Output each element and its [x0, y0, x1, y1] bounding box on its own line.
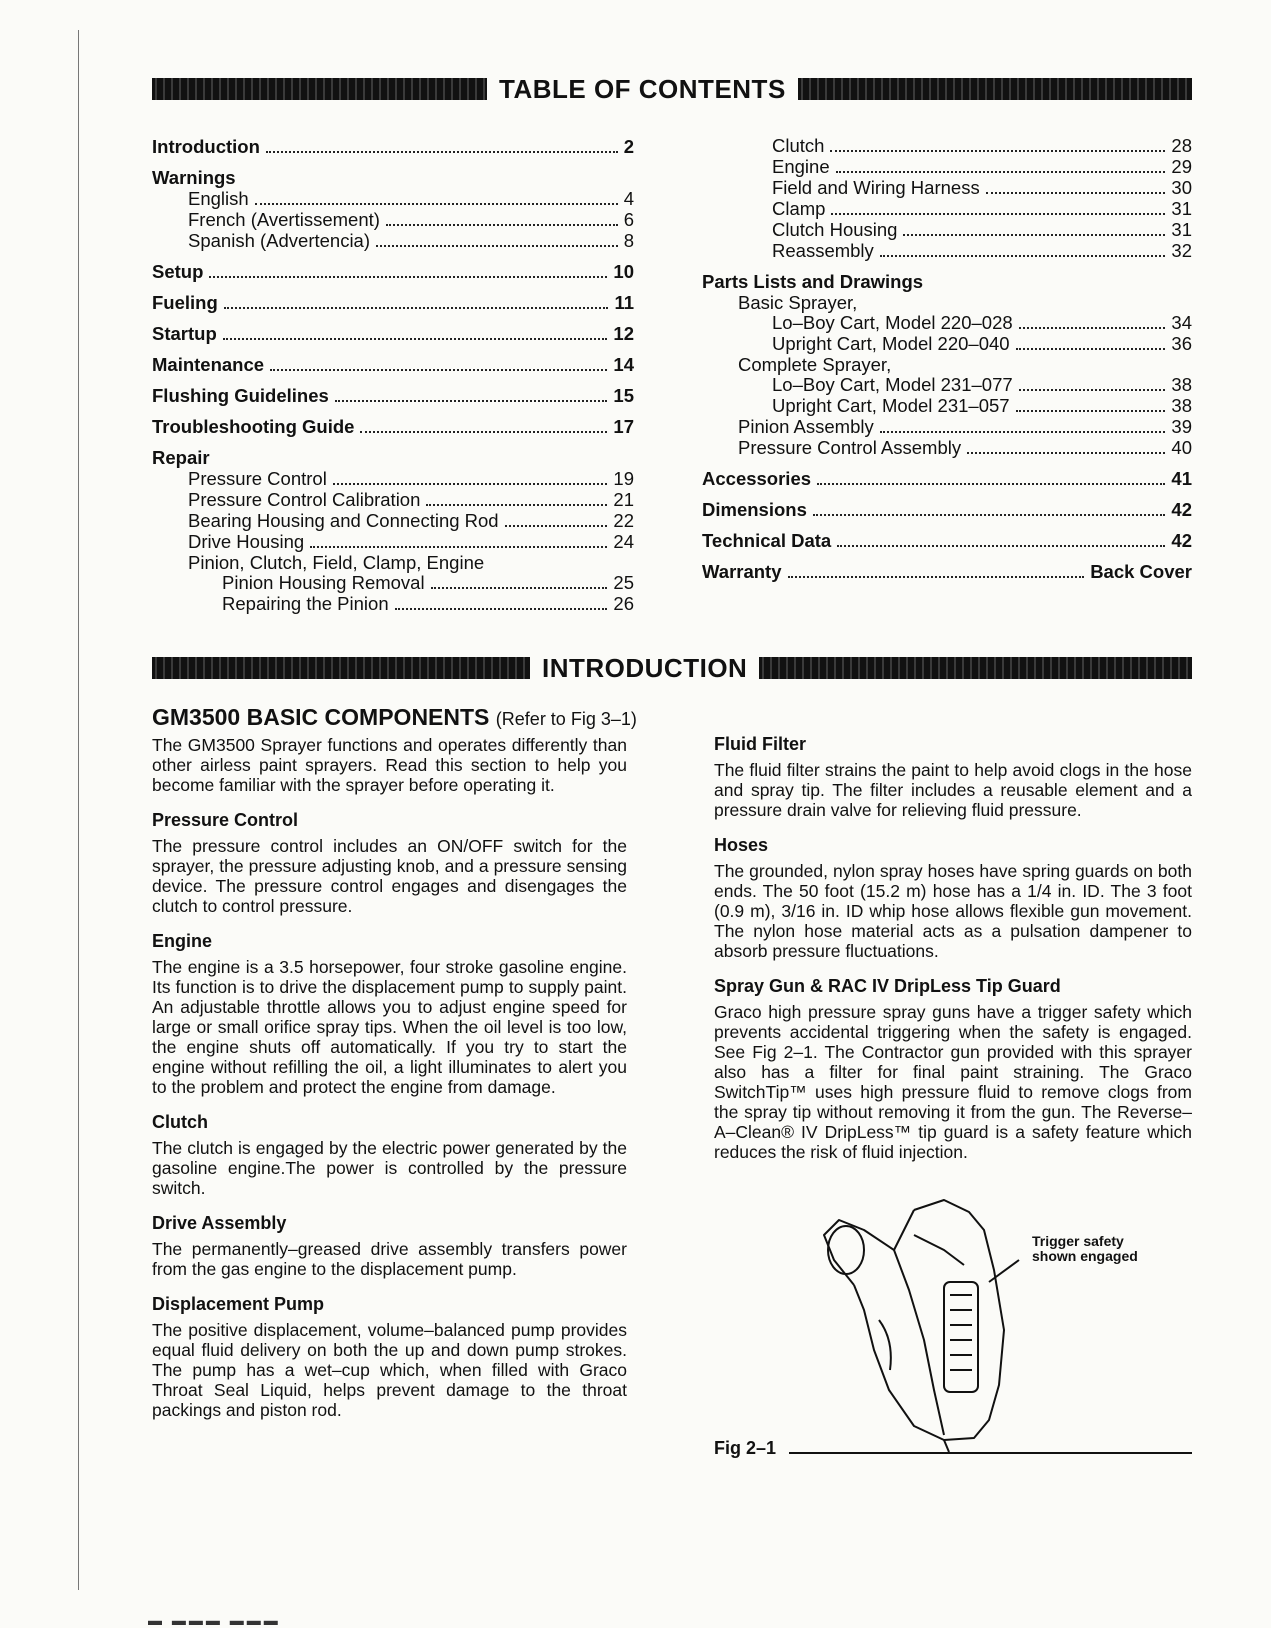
banner-bar-right — [759, 657, 1192, 679]
toc-entry-title: Reassembly — [772, 240, 874, 261]
section-paragraph: The positive displacement, volume–balanced pump provides equal fluid delivery on both the up and down pump strokes. The pump has a wet–cup which, when filled with Graco Throat Seal Liquid, helps prevent damage to the throat packings and piston rod. — [152, 1320, 627, 1420]
toc-entry-page: 21 — [613, 489, 634, 510]
toc-entry-title: Flushing Guidelines — [152, 385, 329, 406]
toc-title: TABLE OF CONTENTS — [499, 73, 786, 104]
toc-entry-page: 4 — [623, 188, 634, 209]
toc-leader-dots — [830, 150, 1165, 152]
toc-leader-dots — [386, 224, 618, 226]
toc-entry-title: Parts Lists and Drawings — [702, 271, 924, 292]
toc-entry-page: 22 — [613, 510, 634, 531]
toc-entry-page: 26 — [613, 593, 634, 614]
toc-entry — [152, 231, 634, 252]
section-heading: Fluid Filter — [714, 734, 806, 754]
toc-entry — [152, 490, 634, 511]
toc-entry-title: Pressure Control Assembly — [738, 437, 962, 458]
section-paragraph: Graco high pressure spray guns have a trigger safety which prevents accidental triggering when the safety is engaged. See Fig 2–1. The Contractor gun provided with this sprayer also has a filter for final paint straining. The Graco SwitchTip™ uses high pressure fluid to remove clogs from the spray tip without removing it from the gun. The Reverse–A–Clean® IV DripLess™ tip guard is a safety feature which reduces the risk of fluid injection. — [714, 1002, 1192, 1162]
toc-entry — [152, 292, 634, 314]
intro-left-column — [152, 704, 637, 1460]
toc-leader-dots — [836, 171, 1166, 173]
toc-entry — [152, 189, 634, 210]
toc-entry-page: 42 — [1171, 530, 1192, 551]
toc-leader-dots — [788, 576, 1085, 578]
toc-entry — [152, 136, 634, 158]
toc-entry-page: 10 — [613, 261, 634, 282]
toc-entry-title: Pinion Housing Removal — [222, 572, 425, 593]
intro-title: INTRODUCTION — [542, 652, 748, 683]
toc-entry — [152, 532, 634, 553]
toc-entry — [152, 447, 634, 469]
toc-entry — [702, 438, 1192, 459]
page — [152, 72, 1192, 1460]
toc-leader-dots — [1016, 348, 1166, 350]
toc-leader-dots — [817, 483, 1165, 485]
toc-entry-page: 34 — [1171, 312, 1192, 333]
toc-entry-page: 36 — [1171, 333, 1192, 354]
toc-entry-title: Accessories — [702, 468, 812, 489]
section-heading: Engine — [152, 931, 213, 951]
toc-entry-page: Back Cover — [1090, 561, 1192, 582]
toc-entry-page: 17 — [613, 416, 634, 437]
banner-bar-right — [798, 78, 1192, 100]
section-heading: Drive Assembly — [152, 1213, 287, 1233]
toc-entry-page: 14 — [613, 354, 634, 375]
toc-leader-dots — [270, 369, 607, 371]
toc-entry-page: 31 — [1171, 198, 1192, 219]
toc-entry-title: Bearing Housing and Connecting Rod — [188, 510, 499, 531]
toc-entry — [702, 313, 1192, 334]
toc-entry-page: 2 — [623, 136, 634, 157]
toc-entry — [152, 167, 634, 189]
toc-entry — [702, 396, 1192, 417]
figure-2-1 — [714, 1190, 1192, 1460]
toc-entry-page: 19 — [613, 468, 634, 489]
toc-entry-title: Fueling — [152, 292, 218, 313]
toc-entry — [702, 271, 1192, 293]
intro-columns — [152, 704, 1192, 1460]
toc-entry-title: Spanish (Advertencia) — [188, 230, 371, 251]
toc-entry — [152, 354, 634, 376]
toc-left-column — [152, 136, 634, 615]
page-footer-mark: ▬ ▬▬▬ ▬▬▬ — [148, 1612, 281, 1628]
toc-entry — [702, 561, 1192, 583]
banner-bar-left — [152, 78, 487, 100]
toc-leader-dots — [1016, 410, 1166, 412]
components-heading-text: GM3500 BASIC COMPONENTS — [152, 704, 490, 730]
toc-entry-title: Warranty — [702, 561, 782, 582]
toc-entry-page: 29 — [1171, 156, 1192, 177]
toc-entry — [702, 136, 1192, 157]
toc-entry-title: Pressure Control — [188, 468, 327, 489]
figure-rule — [789, 1452, 1192, 1454]
toc-leader-dots — [224, 307, 609, 309]
toc-entry-title: Setup — [152, 261, 204, 282]
toc-entry-title: Upright Cart, Model 220–040 — [772, 333, 1010, 354]
toc-entry-page: 32 — [1171, 240, 1192, 261]
section-heading: Pressure Control — [152, 810, 299, 830]
toc-entry — [152, 511, 634, 532]
toc-leader-dots — [813, 514, 1166, 516]
toc-entry — [152, 469, 634, 490]
trigger-safety-callout — [1032, 1234, 1138, 1264]
figure-label: Fig 2–1 — [714, 1438, 777, 1458]
section-heading: Spray Gun & RAC IV DripLess Tip Guard — [714, 976, 1061, 996]
toc-entry-page: 11 — [614, 292, 634, 313]
toc-right-column — [702, 136, 1192, 615]
toc-leader-dots — [505, 525, 608, 527]
toc-leader-dots — [880, 431, 1166, 433]
components-heading-ref: (Refer to Fig 3–1) — [495, 709, 637, 729]
toc-entry — [702, 530, 1192, 552]
toc-entry — [702, 417, 1192, 438]
toc-leader-dots — [1019, 327, 1166, 329]
toc-entry — [152, 553, 634, 573]
toc-entry-page: 38 — [1171, 374, 1192, 395]
toc-entry-title: Clutch — [772, 135, 825, 156]
toc-entry — [152, 261, 634, 283]
toc-entry-title: Upright Cart, Model 231–057 — [772, 395, 1010, 416]
right-sections — [714, 734, 1192, 1162]
toc-leader-dots — [209, 276, 607, 278]
toc-entry — [702, 355, 1192, 375]
spray-gun-illustration — [794, 1190, 1034, 1452]
section-paragraph: The pressure control includes an ON/OFF switch for the sprayer, the pressure adjusting knob, and a pressure sensing device. The pressure control engages and disengages the clutch to control pressure. — [152, 836, 627, 916]
section-paragraph: The grounded, nylon spray hoses have spring guards on both ends. The 50 foot (15.2 m) hose has a 1/4 in. ID. The 3 foot (0.9 m), 3/16 in. ID whip hose allows flexible gun movement. The nylon hose material acts as a pulsation dampener to absorb pressure fluctuations. — [714, 861, 1192, 961]
toc-entry — [152, 416, 634, 438]
toc-entry-page: 28 — [1171, 135, 1192, 156]
left-sections — [152, 810, 627, 1420]
toc-leader-dots — [426, 504, 607, 506]
toc-leader-dots — [1019, 389, 1166, 391]
toc-entry-page: 38 — [1171, 395, 1192, 416]
toc-entry-title: Technical Data — [702, 530, 832, 551]
toc-entry — [152, 323, 634, 345]
toc-entry-title: Lo–Boy Cart, Model 220–028 — [772, 312, 1013, 333]
toc-entry — [702, 199, 1192, 220]
toc-entry-page: 6 — [623, 209, 634, 230]
toc-entry-title: Introduction — [152, 136, 260, 157]
scan-edge-line — [78, 30, 79, 1590]
toc-entry-page: 31 — [1171, 219, 1192, 240]
toc-banner — [152, 72, 1192, 106]
toc-entry-page: 42 — [1171, 499, 1192, 520]
toc-leader-dots — [223, 338, 608, 340]
toc-entry-title: Maintenance — [152, 354, 265, 375]
components-heading — [152, 704, 637, 730]
toc-entry-title: Lo–Boy Cart, Model 231–077 — [772, 374, 1013, 395]
toc-entry-page: 12 — [613, 323, 634, 344]
toc-entry-title: Pinion, Clutch, Field, Clamp, Engine — [188, 552, 485, 573]
toc-leader-dots — [333, 483, 608, 485]
toc-entry-title: Pressure Control Calibration — [188, 489, 421, 510]
toc-leader-dots — [837, 545, 1165, 547]
toc-entry — [702, 499, 1192, 521]
toc-entry-page: 25 — [613, 572, 634, 593]
toc-leader-dots — [880, 255, 1166, 257]
section-heading: Hoses — [714, 835, 769, 855]
toc-entry — [702, 334, 1192, 355]
toc-entry-page: 39 — [1171, 416, 1192, 437]
toc-entry-title: Field and Wiring Harness — [772, 177, 980, 198]
toc-entry-title: Warnings — [152, 167, 236, 188]
toc-entry-title: Troubleshooting Guide — [152, 416, 355, 437]
toc-leader-dots — [266, 151, 618, 153]
toc-entry-page: 30 — [1171, 177, 1192, 198]
toc-entry — [702, 375, 1192, 396]
toc-entry-page: 8 — [623, 230, 634, 251]
toc-entry-title: Dimensions — [702, 499, 807, 520]
section-paragraph: The clutch is engaged by the electric power generated by the gasoline engine.The power is controlled by the pressure switch. — [152, 1138, 627, 1198]
toc-entry-title: Clamp — [772, 198, 826, 219]
intro-banner — [152, 651, 1192, 685]
toc-entry-title: Startup — [152, 323, 217, 344]
section-paragraph: The permanently–greased drive assembly transfers power from the gas engine to the displacement pump. — [152, 1239, 627, 1279]
toc-leader-dots — [967, 452, 1165, 454]
toc-entry — [152, 573, 634, 594]
toc-entry-page: 41 — [1171, 468, 1192, 489]
section-heading: Clutch — [152, 1112, 208, 1132]
toc-entry — [702, 468, 1192, 490]
callout-line-2: shown engaged — [1032, 1248, 1138, 1264]
toc-entry-title: Repairing the Pinion — [222, 593, 389, 614]
toc-entry-title: Engine — [772, 156, 830, 177]
toc-entry-page: 15 — [613, 385, 634, 406]
toc-entry — [152, 210, 634, 231]
toc-leader-dots — [335, 400, 608, 402]
section-paragraph: The fluid filter strains the paint to help avoid clogs in the hose and spray tip. The filter includes a reusable element and a pressure drain valve for relieving fluid pressure. — [714, 760, 1192, 820]
toc-leader-dots — [310, 546, 607, 548]
toc-entry-page: 40 — [1171, 437, 1192, 458]
toc-entry — [702, 157, 1192, 178]
toc-leader-dots — [903, 234, 1165, 236]
toc-entry-title: Complete Sprayer, — [738, 354, 892, 375]
toc-entry — [702, 220, 1192, 241]
section-heading: Displacement Pump — [152, 1294, 325, 1314]
toc-entry — [702, 178, 1192, 199]
section-paragraph: The engine is a 3.5 horsepower, four stroke gasoline engine. Its function is to drive the displacement pump to supply paint. An adjustable throttle allows you to adjust engine speed for large or small orifice spray tips. When the oil level is too low, the engine shuts off automatically. If you try to start the engine without refilling the oil, a light illuminates to alert you to the problem and protect the engine from damage. — [152, 957, 627, 1097]
toc-leader-dots — [986, 192, 1166, 194]
callout-line-1: Trigger safety — [1032, 1233, 1124, 1249]
toc-entry-title: Basic Sprayer, — [738, 292, 858, 313]
toc-entry-page: 24 — [613, 531, 634, 552]
toc-leader-dots — [831, 213, 1165, 215]
banner-bar-left — [152, 657, 530, 679]
intro-right-column — [714, 734, 1192, 1460]
toc-entry — [152, 385, 634, 407]
toc-entry — [152, 594, 634, 615]
toc-entry-title: Drive Housing — [188, 531, 305, 552]
toc-leader-dots — [360, 431, 607, 433]
toc-leader-dots — [255, 203, 618, 205]
toc-entry-title: English — [188, 188, 249, 209]
toc-leader-dots — [376, 245, 618, 247]
intro-paragraph: The GM3500 Sprayer functions and operates differently than other airless paint sprayers. Read this section to help you become familiar with the sprayer before operating it. — [152, 735, 627, 795]
toc-leader-dots — [395, 608, 608, 610]
toc-leader-dots — [431, 587, 608, 589]
toc-entry-title: Repair — [152, 447, 210, 468]
toc-entry-title: Clutch Housing — [772, 219, 898, 240]
toc-entry — [702, 293, 1192, 313]
toc-entry-title: Pinion Assembly — [738, 416, 874, 437]
table-of-contents — [152, 136, 1192, 615]
toc-entry — [702, 241, 1192, 262]
toc-entry-title: French (Avertissement) — [188, 209, 380, 230]
